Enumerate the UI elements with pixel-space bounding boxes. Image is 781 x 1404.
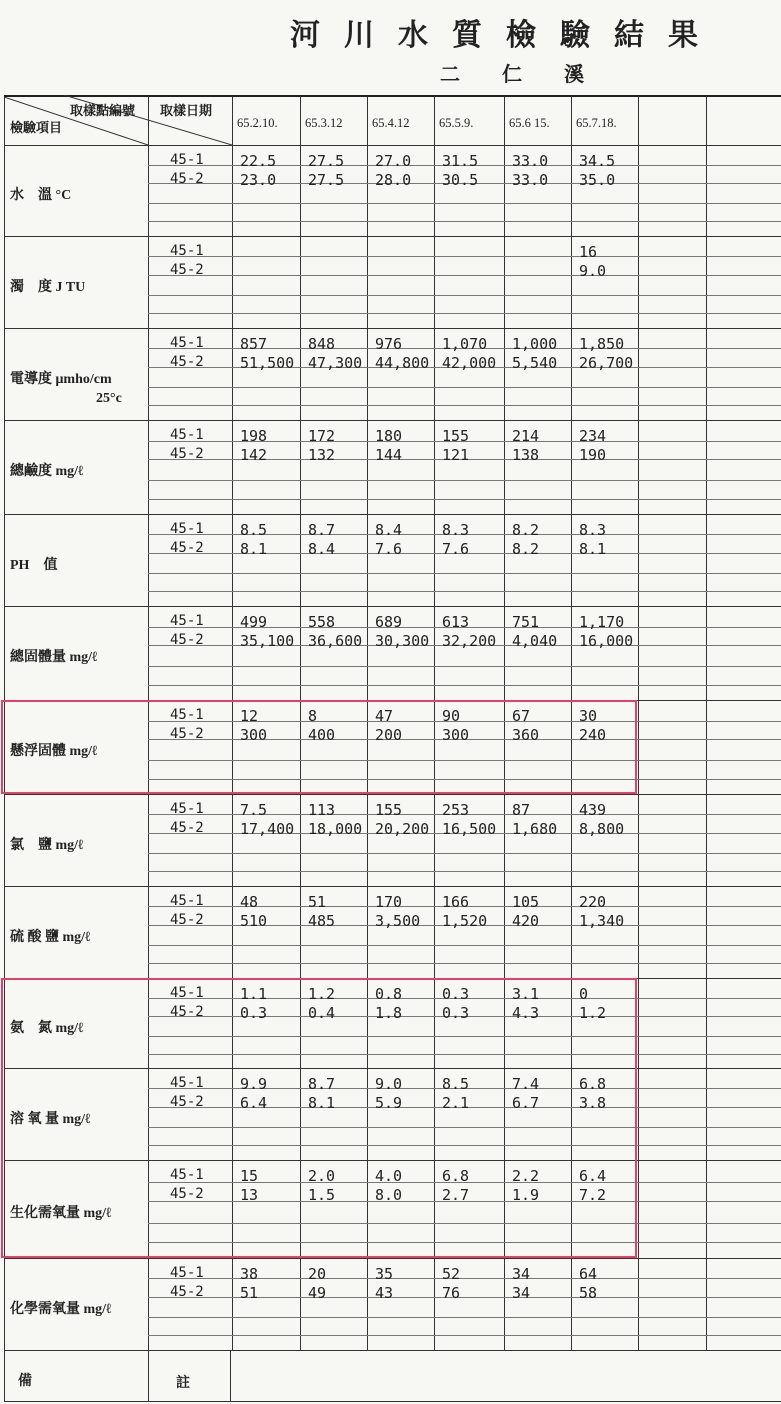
value-cell: 13 <box>240 1186 259 1204</box>
value-cell: 190 <box>579 446 607 464</box>
value-cell: 30,300 <box>375 632 430 650</box>
value-cell: 7.4 <box>512 1075 540 1093</box>
sub-row-line <box>148 203 781 204</box>
header-date: 65.2.10. <box>237 116 278 130</box>
value-cell: 142 <box>240 446 268 464</box>
station-id: 45-1 <box>170 985 204 1001</box>
value-cell: 8.7 <box>308 521 336 539</box>
value-cell: 6.4 <box>579 1167 607 1185</box>
header-sample-date: 取樣日期 <box>160 103 213 118</box>
value-cell: 1.2 <box>308 985 336 1003</box>
sub-row-line <box>148 313 781 314</box>
sub-row-line <box>148 499 781 500</box>
grid-row-line <box>4 514 781 515</box>
value-cell: 5.9 <box>375 1094 403 1112</box>
value-cell: 6.7 <box>512 1094 540 1112</box>
value-cell: 121 <box>442 446 470 464</box>
river-name: 二仁溪 <box>440 64 626 86</box>
value-cell: 64 <box>579 1265 598 1283</box>
station-id: 45-2 <box>170 632 204 648</box>
value-cell: 1.5 <box>308 1186 336 1204</box>
station-id: 45-1 <box>170 1075 204 1091</box>
value-cell: 26,700 <box>579 354 634 372</box>
value-cell: 113 <box>308 801 336 819</box>
value-cell: 34 <box>512 1284 531 1302</box>
item-label: 氨 氮 mg/ℓ <box>10 1021 84 1036</box>
value-cell: 30 <box>579 707 598 725</box>
value-cell: 8 <box>308 707 318 725</box>
value-cell: 499 <box>240 613 268 631</box>
value-cell: 43 <box>375 1284 394 1302</box>
header-date: 65.6 15. <box>509 116 550 130</box>
grid-row-line <box>4 794 781 795</box>
value-cell: 0.3 <box>442 985 470 1003</box>
value-cell: 3,500 <box>375 912 421 930</box>
station-id: 45-2 <box>170 1004 204 1020</box>
value-cell: 23.0 <box>240 171 277 189</box>
sub-row-line <box>148 405 781 406</box>
value-cell: 105 <box>512 893 540 911</box>
value-cell: 16,000 <box>579 632 634 650</box>
station-id: 45-2 <box>170 171 204 187</box>
value-cell: 180 <box>375 427 403 445</box>
item-label: 生化需氧量 mg/ℓ <box>10 1206 112 1221</box>
grid-row-line <box>4 606 781 607</box>
value-cell: 15 <box>240 1167 259 1185</box>
value-cell: 33.0 <box>512 171 549 189</box>
value-cell: 7.2 <box>579 1186 607 1204</box>
station-id: 45-1 <box>170 1265 204 1281</box>
grid-row-line <box>4 886 781 887</box>
sub-row-line <box>148 275 781 276</box>
grid-row-line <box>4 1401 781 1402</box>
value-cell: 76 <box>442 1284 461 1302</box>
value-cell: 51 <box>240 1284 259 1302</box>
value-cell: 6.8 <box>579 1075 607 1093</box>
item-label: PH 值 <box>10 558 58 573</box>
item-label: 總鹼度 mg/ℓ <box>10 464 84 479</box>
value-cell: 8.2 <box>512 540 540 558</box>
value-cell: 38 <box>240 1265 259 1283</box>
value-cell: 20,200 <box>375 820 430 838</box>
item-label: 溶 氧 量 mg/ℓ <box>10 1112 91 1127</box>
value-cell: 138 <box>512 446 540 464</box>
value-cell: 1,680 <box>512 820 558 838</box>
value-cell: 689 <box>375 613 403 631</box>
station-id: 45-2 <box>170 820 204 836</box>
value-cell: 8.5 <box>442 1075 470 1093</box>
header-date: 65.7.18. <box>576 116 617 130</box>
value-cell: 300 <box>240 726 268 744</box>
page-title: 河川水質檢驗結果 <box>290 19 722 52</box>
station-id: 45-1 <box>170 801 204 817</box>
value-cell: 214 <box>512 427 540 445</box>
header-date: 65.4.12 <box>372 116 410 130</box>
value-cell: 20 <box>308 1265 327 1283</box>
station-id: 45-2 <box>170 1094 204 1110</box>
value-cell: 0 <box>579 985 589 1003</box>
value-cell: 47 <box>375 707 394 725</box>
value-cell: 8.5 <box>240 521 268 539</box>
station-id: 45-2 <box>170 726 204 742</box>
value-cell: 4.0 <box>375 1167 403 1185</box>
value-cell: 132 <box>308 446 336 464</box>
value-cell: 1.1 <box>240 985 268 1003</box>
value-cell: 87 <box>512 801 531 819</box>
value-cell: 253 <box>442 801 470 819</box>
sub-row-line <box>148 591 781 592</box>
grid-row-line <box>4 328 781 329</box>
station-id: 45-1 <box>170 243 204 259</box>
value-cell: 36,600 <box>308 632 363 650</box>
sub-row-line <box>148 1317 781 1318</box>
value-cell: 1.2 <box>579 1004 607 1022</box>
value-cell: 2.0 <box>308 1167 336 1185</box>
value-cell: 857 <box>240 335 268 353</box>
station-id: 45-1 <box>170 613 204 629</box>
value-cell: 3.8 <box>579 1094 607 1112</box>
item-label: 硫 酸 鹽 mg/ℓ <box>10 930 91 945</box>
highlight-box <box>1 978 637 1258</box>
value-cell: 27.0 <box>375 152 412 170</box>
value-cell: 4,040 <box>512 632 558 650</box>
station-id: 45-1 <box>170 521 204 537</box>
value-cell: 9.9 <box>240 1075 268 1093</box>
value-cell: 49 <box>308 1284 327 1302</box>
item-label: 懸浮固體 mg/ℓ <box>10 744 98 759</box>
item-label: 化學需氧量 mg/ℓ <box>10 1302 112 1317</box>
grid-row-line <box>4 1350 781 1351</box>
remarks-label: 註 <box>176 1376 190 1391</box>
value-cell: 976 <box>375 335 403 353</box>
value-cell: 1,340 <box>579 912 625 930</box>
value-cell: 220 <box>579 893 607 911</box>
value-cell: 48 <box>240 893 259 911</box>
value-cell: 5,540 <box>512 354 558 372</box>
value-cell: 7.6 <box>442 540 470 558</box>
grid-row-line <box>4 420 781 421</box>
value-cell: 51,500 <box>240 354 295 372</box>
value-cell: 17,400 <box>240 820 295 838</box>
value-cell: 8.1 <box>308 1094 336 1112</box>
value-cell: 200 <box>375 726 403 744</box>
value-cell: 240 <box>579 726 607 744</box>
value-cell: 67 <box>512 707 531 725</box>
value-cell: 35.0 <box>579 171 616 189</box>
value-cell: 0.4 <box>308 1004 336 1022</box>
grid-col-line <box>706 95 707 1350</box>
value-cell: 4.3 <box>512 1004 540 1022</box>
value-cell: 8,800 <box>579 820 625 838</box>
value-cell: 9.0 <box>579 262 607 280</box>
grid-row-line <box>4 1258 781 1259</box>
sub-row-line <box>148 295 781 296</box>
value-cell: 1,070 <box>442 335 488 353</box>
value-cell: 8.7 <box>308 1075 336 1093</box>
value-cell: 8.0 <box>375 1186 403 1204</box>
sub-row-line <box>148 963 781 964</box>
sub-row-line <box>148 853 781 854</box>
value-cell: 6.4 <box>240 1094 268 1112</box>
station-id: 45-2 <box>170 1284 204 1300</box>
value-cell: 35,100 <box>240 632 295 650</box>
station-id: 45-2 <box>170 354 204 370</box>
station-id: 45-2 <box>170 1186 204 1202</box>
value-cell: 30.5 <box>442 171 479 189</box>
value-cell: 1.8 <box>375 1004 403 1022</box>
value-cell: 44,800 <box>375 354 430 372</box>
station-id: 45-1 <box>170 152 204 168</box>
value-cell: 27.5 <box>308 171 345 189</box>
header-sample-point: 取樣點編號 <box>70 103 136 118</box>
value-cell: 1,170 <box>579 613 625 631</box>
item-label-unit: 25°c <box>96 391 122 406</box>
value-cell: 8.2 <box>512 521 540 539</box>
grid-row-line <box>4 236 781 237</box>
sub-row-line <box>148 1335 781 1336</box>
value-cell: 510 <box>240 912 268 930</box>
value-cell: 58 <box>579 1284 598 1302</box>
item-label: 水 溫 °C <box>10 188 72 203</box>
sub-row-line <box>148 221 781 222</box>
value-cell: 2.2 <box>512 1167 540 1185</box>
value-cell: 172 <box>308 427 336 445</box>
value-cell: 848 <box>308 335 336 353</box>
value-cell: 28.0 <box>375 171 412 189</box>
value-cell: 7.6 <box>375 540 403 558</box>
value-cell: 52 <box>442 1265 461 1283</box>
value-cell: 144 <box>375 446 403 464</box>
station-id: 45-1 <box>170 335 204 351</box>
sub-row-line <box>148 945 781 946</box>
station-id: 45-1 <box>170 1167 204 1183</box>
value-cell: 1.9 <box>512 1186 540 1204</box>
sub-row-line <box>148 256 781 257</box>
value-cell: 3.1 <box>512 985 540 1003</box>
value-cell: 420 <box>512 912 540 930</box>
value-cell: 6.8 <box>442 1167 470 1185</box>
value-cell: 34 <box>512 1265 531 1283</box>
value-cell: 0.3 <box>240 1004 268 1022</box>
value-cell: 42,000 <box>442 354 497 372</box>
station-id: 45-2 <box>170 912 204 928</box>
value-cell: 31.5 <box>442 152 479 170</box>
value-cell: 8.1 <box>240 540 268 558</box>
value-cell: 360 <box>512 726 540 744</box>
station-id: 45-2 <box>170 540 204 556</box>
value-cell: 155 <box>375 801 403 819</box>
value-cell: 155 <box>442 427 470 445</box>
value-cell: 47,300 <box>308 354 363 372</box>
value-cell: 12 <box>240 707 259 725</box>
value-cell: 16,500 <box>442 820 497 838</box>
value-cell: 35 <box>375 1265 394 1283</box>
highlight-box <box>1 700 637 794</box>
grid-col-line <box>230 1350 231 1402</box>
grid-row-line <box>4 145 781 146</box>
value-cell: 8.3 <box>442 521 470 539</box>
value-cell: 8.4 <box>375 521 403 539</box>
value-cell: 27.5 <box>308 152 345 170</box>
header-date: 65.5.9. <box>439 116 474 130</box>
item-label: 氯 鹽 mg/ℓ <box>10 838 84 853</box>
value-cell: 1,520 <box>442 912 488 930</box>
value-cell: 33.0 <box>512 152 549 170</box>
value-cell: 166 <box>442 893 470 911</box>
value-cell: 751 <box>512 613 540 631</box>
sub-row-line <box>148 666 781 667</box>
value-cell: 18,000 <box>308 820 363 838</box>
station-id: 45-1 <box>170 893 204 909</box>
header-date: 65.3.12 <box>305 116 343 130</box>
value-cell: 234 <box>579 427 607 445</box>
value-cell: 7.5 <box>240 801 268 819</box>
value-cell: 0.3 <box>442 1004 470 1022</box>
value-cell: 8.4 <box>308 540 336 558</box>
value-cell: 2.7 <box>442 1186 470 1204</box>
value-cell: 485 <box>308 912 336 930</box>
sub-row-line <box>148 573 781 574</box>
item-label: 總固體量 mg/ℓ <box>10 650 98 665</box>
value-cell: 0.8 <box>375 985 403 1003</box>
station-id: 45-1 <box>170 707 204 723</box>
station-id: 45-2 <box>170 446 204 462</box>
remarks-label: 備 <box>18 1374 32 1389</box>
value-cell: 51 <box>308 893 327 911</box>
station-id: 45-2 <box>170 262 204 278</box>
value-cell: 34.5 <box>579 152 616 170</box>
value-cell: 170 <box>375 893 403 911</box>
value-cell: 22.5 <box>240 152 277 170</box>
sub-row-line <box>148 387 781 388</box>
value-cell: 9.0 <box>375 1075 403 1093</box>
header-test-item: 檢驗項目 <box>10 120 63 135</box>
value-cell: 90 <box>442 707 461 725</box>
station-id: 45-1 <box>170 427 204 443</box>
grid-col-line <box>638 95 639 1350</box>
item-label: 電導度 μmho/cm <box>10 372 112 387</box>
value-cell: 198 <box>240 427 268 445</box>
value-cell: 400 <box>308 726 336 744</box>
sub-row-line <box>148 480 781 481</box>
value-cell: 2.1 <box>442 1094 470 1112</box>
value-cell: 8.3 <box>579 521 607 539</box>
value-cell: 558 <box>308 613 336 631</box>
value-cell: 300 <box>442 726 470 744</box>
value-cell: 439 <box>579 801 607 819</box>
value-cell: 1,850 <box>579 335 625 353</box>
item-label: 濁 度 J TU <box>10 280 86 295</box>
value-cell: 32,200 <box>442 632 497 650</box>
value-cell: 8.1 <box>579 540 607 558</box>
value-cell: 16 <box>579 243 598 261</box>
value-cell: 613 <box>442 613 470 631</box>
sub-row-line <box>148 685 781 686</box>
sub-row-line <box>148 871 781 872</box>
value-cell: 1,000 <box>512 335 558 353</box>
